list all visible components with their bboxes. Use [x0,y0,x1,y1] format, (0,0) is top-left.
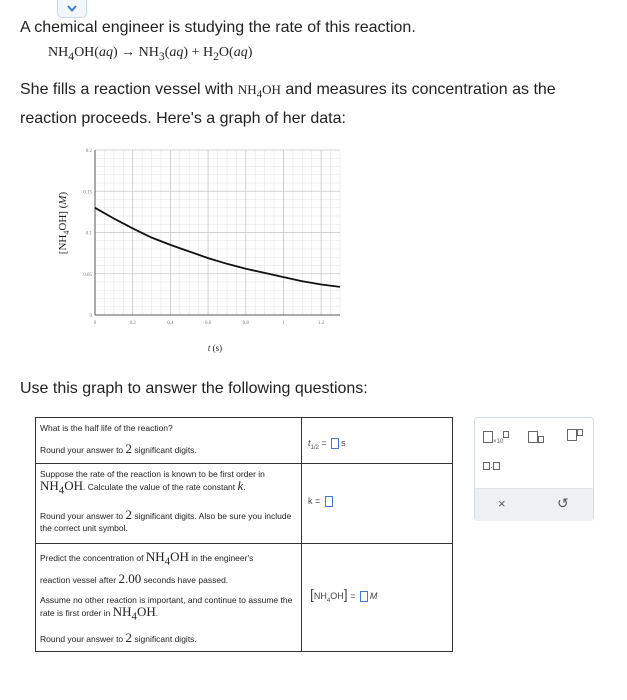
x-tick-label: 0.6 [204,321,212,326]
undo-icon[interactable]: ↺ [557,495,569,511]
rate-constant-input[interactable] [325,496,333,507]
clear-icon[interactable]: × [498,496,506,511]
question-rate-constant: Suppose the rate of the reaction is known to be first order in $NH_4OH$. Calculate the value of the rate constant k. Round your answer to 2 significant digits. Also be sure you include the correct unit symbol. [36,464,302,544]
x-tick-label: 1 [282,321,285,326]
math-toolbar [474,417,594,521]
subscript-button[interactable] [528,431,544,445]
x-tick-label: 0.8 [242,321,249,326]
concentration-graph [50,135,350,357]
x-tick-label: 1.2 [318,321,325,326]
collapse-toggle[interactable] [57,0,87,18]
x-tick-label: 0.4 [167,321,174,326]
y-tick-label: 0.1 [85,231,92,237]
questions-table [35,417,453,652]
description-text: She fills a reaction vessel with $NH_4OH$ and measures its concentration as the reaction proceeds. Here's a graph of her data: [20,81,556,127]
y-tick-label: 0.05 [83,272,92,278]
use-graph-prompt: Use this graph to answer the following questions: [20,380,368,397]
chevron-down-icon [66,5,78,13]
y-tick-label: 0 [89,314,92,319]
question-half-life: What is the half life of the reaction? Round your answer to 2 significant digits. [36,418,302,464]
x-tick-label: 0.2 [129,321,136,326]
table-row [36,418,453,464]
times-ten-button[interactable]: ×10 [483,431,509,445]
answer-cell-rate-constant: k = [302,464,453,544]
x-axis-label: t (s) [207,343,223,353]
intro-text: A chemical engineer is studying the rate of this reaction. [20,19,416,36]
answer-cell-half-life: $t_{1/2} = s$ [302,418,453,464]
multiply-dot-button[interactable]: · [483,462,500,472]
concentration-input[interactable] [360,591,368,602]
table-row [36,464,453,544]
reaction-equation: $NH_4OH(aq) \to NH_3(aq) + H_2O(aq)$ [48,45,253,63]
y-axis-label [57,191,71,254]
table-row [36,544,453,652]
superscript-button[interactable] [567,429,583,443]
answer-cell-concentration: $[NH_4OH] = M$ [302,544,453,652]
y-tick-label: 0.2 [85,149,92,154]
svg-text:[NH4OH] (M): $[NH_4OH]$ (M) [57,191,71,255]
question-concentration: Predict the concentration of $NH_4OH$ in the engineer's reaction vessel after 2.00 seconds have passed. Assume no other reaction is important, and continue to assume the rate is first order in $NH_4OH$. Round your answer to 2 significant digits. [36,544,302,652]
x-tick-label: 0 [93,321,97,326]
toolbar-actions [475,488,593,521]
half-life-input[interactable] [331,438,339,449]
y-tick-label: 0.15 [83,190,92,196]
